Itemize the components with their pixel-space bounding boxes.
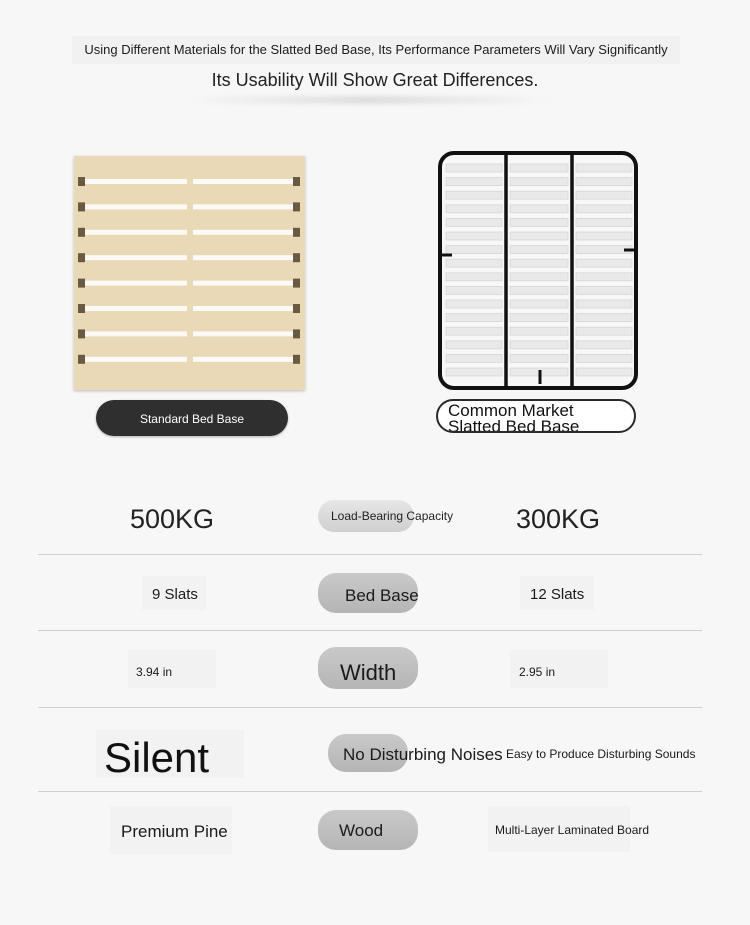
- left-slat-count: 9 Slats: [152, 586, 198, 603]
- left-noise: Silent: [104, 734, 210, 781]
- right-slat-count: 12 Slats: [530, 586, 585, 603]
- common-market-label-line-2: Slatted Bed Base: [448, 417, 580, 433]
- left-material: Premium Pine: [121, 822, 228, 841]
- row-divider: [38, 707, 702, 708]
- label-no-disturbing-noises: No Disturbing Noises: [343, 745, 503, 764]
- headline-line-2: Its Usability Will Show Great Differences.: [211, 70, 539, 90]
- row-divider: [38, 630, 702, 631]
- row-divider: [38, 791, 702, 792]
- label-bed-base: Bed Base: [345, 586, 419, 605]
- headline-line-1: Using Different Materials for the Slatted Bed Base, Its Performance Parameters Will Vary Significantly: [72, 36, 680, 64]
- standard-bed-base-image: [74, 156, 305, 390]
- common-market-bed-base-image: [436, 150, 640, 392]
- row-divider: [38, 554, 702, 555]
- right-noise: Easy to Produce Disturbing Sounds: [506, 747, 696, 761]
- right-width: 2.95 in: [519, 665, 556, 679]
- label-width: Width: [340, 660, 397, 685]
- label-wood: Wood: [339, 821, 384, 840]
- right-load-capacity: 300KG: [516, 504, 601, 534]
- label-load-bearing-capacity: Load-Bearing Capacity: [331, 509, 454, 523]
- decorative-shadow: [190, 96, 550, 104]
- common-market-label-line-1: Common Market: [448, 401, 574, 420]
- left-width: 3.94 in: [136, 665, 173, 679]
- standard-bed-base-label: Standard Bed Base: [96, 400, 288, 436]
- left-load-capacity: 500KG: [130, 504, 215, 534]
- common-market-bed-base-label: [436, 399, 636, 433]
- right-material: Multi-Layer Laminated Board: [495, 823, 650, 837]
